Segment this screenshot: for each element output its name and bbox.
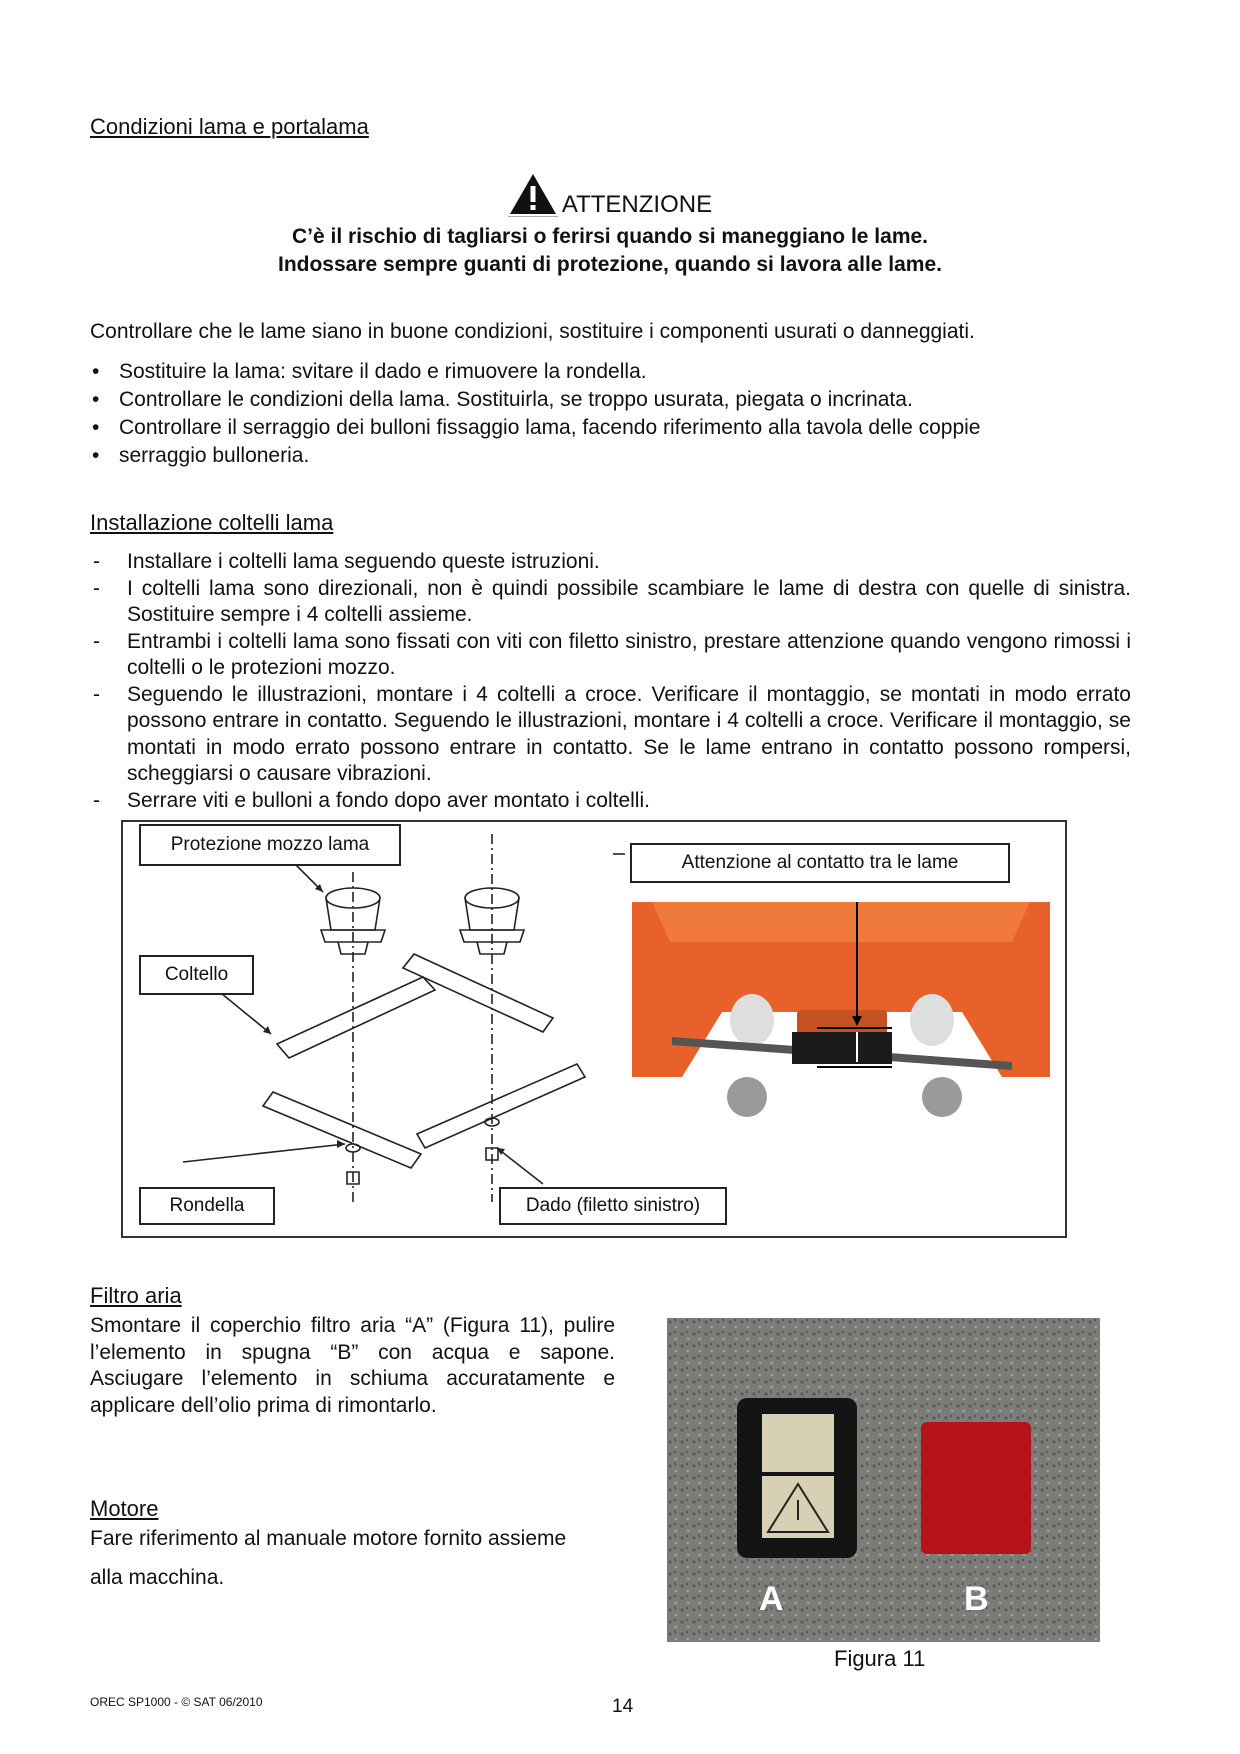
mower-deck-photo [632,902,1050,1152]
label-washer: Rondella [139,1187,275,1225]
section-heading-blade: Condizioni lama e portalama [90,114,369,139]
section-heading-install: Installazione coltelli lama [90,510,334,535]
list-item: • serraggio bulloneria. [90,442,1130,470]
label-blade-contact: Attenzione al contatto tra le lame [630,843,1010,883]
list-item: • Sostituire la lama: svitare il dado e rimuovere la rondella. [90,358,1130,386]
figure11-label-a: A [759,1580,784,1618]
list-item: - Seguendo le illustrazioni, montare i 4 coltelli a croce. Verificare il montaggio, se montati in modo errato possono entrare in contatto. Seguendo le illustrazioni, montare i 4 coltelli a croce. Verificare il montaggio, se montati in modo errato possono entrare in contatto. Se le lame entrano in contatto possono rompersi, scheggiarsi o causare vibrazioni. [90,682,1131,788]
engine-text-line-1: Fare riferimento al manuale motore fornito assieme [90,1527,567,1550]
install-steps [90,549,1131,814]
warning-line-1: C’è il rischio di tagliarsi o ferirsi quando si maneggiano le lame. [292,225,928,248]
warning-block [90,172,1130,279]
label-knife: Coltello [139,955,254,995]
section-heading-filter: Filtro aria [90,1283,182,1308]
blade-assembly-figure [121,820,1067,1238]
blade-checklist [90,358,1130,470]
warning-triangle-icon [508,172,558,217]
footer-document-id: OREC SP1000 - © SAT 06/2010 [90,1695,263,1709]
list-item: - Entrambi i coltelli lama sono fissati con viti con filetto sinistro, prestare attenzione quando vengono rimossi i coltelli o le protezioni mozzo. [90,629,1131,682]
warning-title: ATTENZIONE [561,191,713,218]
air-filter-photo [667,1318,1100,1642]
label-nut: Dado (filetto sinistro) [499,1187,727,1225]
figure11-label-b: B [964,1580,989,1618]
label-hub-guard: Protezione mozzo lama [139,824,401,866]
list-item: - Installare i coltelli lama seguendo queste istruzioni. [90,549,1131,576]
list-item: - Serrare viti e bulloni a fondo dopo aver montato i coltelli. [90,788,1131,815]
list-item: - I coltelli lama sono direzionali, non è quindi possibile scambiare le lame di destra con quelle di sinistra. Sostituire sempre i 4 coltelli assieme. [90,576,1131,629]
filter-instructions: Smontare il coperchio filtro aria “A” (Figura 11), pulire l’elemento in spugna “B” con acqua e sapone. Asciugare l’elemento in schiuma accuratamente e applicare dell’olio prima di rimontarlo. [90,1314,615,1417]
page-number: 14 [612,1696,634,1717]
list-item: • Controllare le condizioni della lama. Sostituirla, se troppo usurata, piegata o incrinata. [90,386,1130,414]
engine-text-line-2: alla macchina. [90,1566,225,1589]
section-heading-engine: Motore [90,1496,159,1521]
blade-intro-text: Controllare che le lame siano in buone condizioni, sostituire i componenti usurati o danneggiati. [90,320,975,343]
figure11-caption: Figura 11 [834,1646,926,1671]
warning-line-2: Indossare sempre guanti di protezione, quando si lavora alle lame. [277,253,942,276]
list-item: • Controllare il serraggio dei bulloni fissaggio lama, facendo riferimento alla tavola delle coppie [90,414,1130,442]
